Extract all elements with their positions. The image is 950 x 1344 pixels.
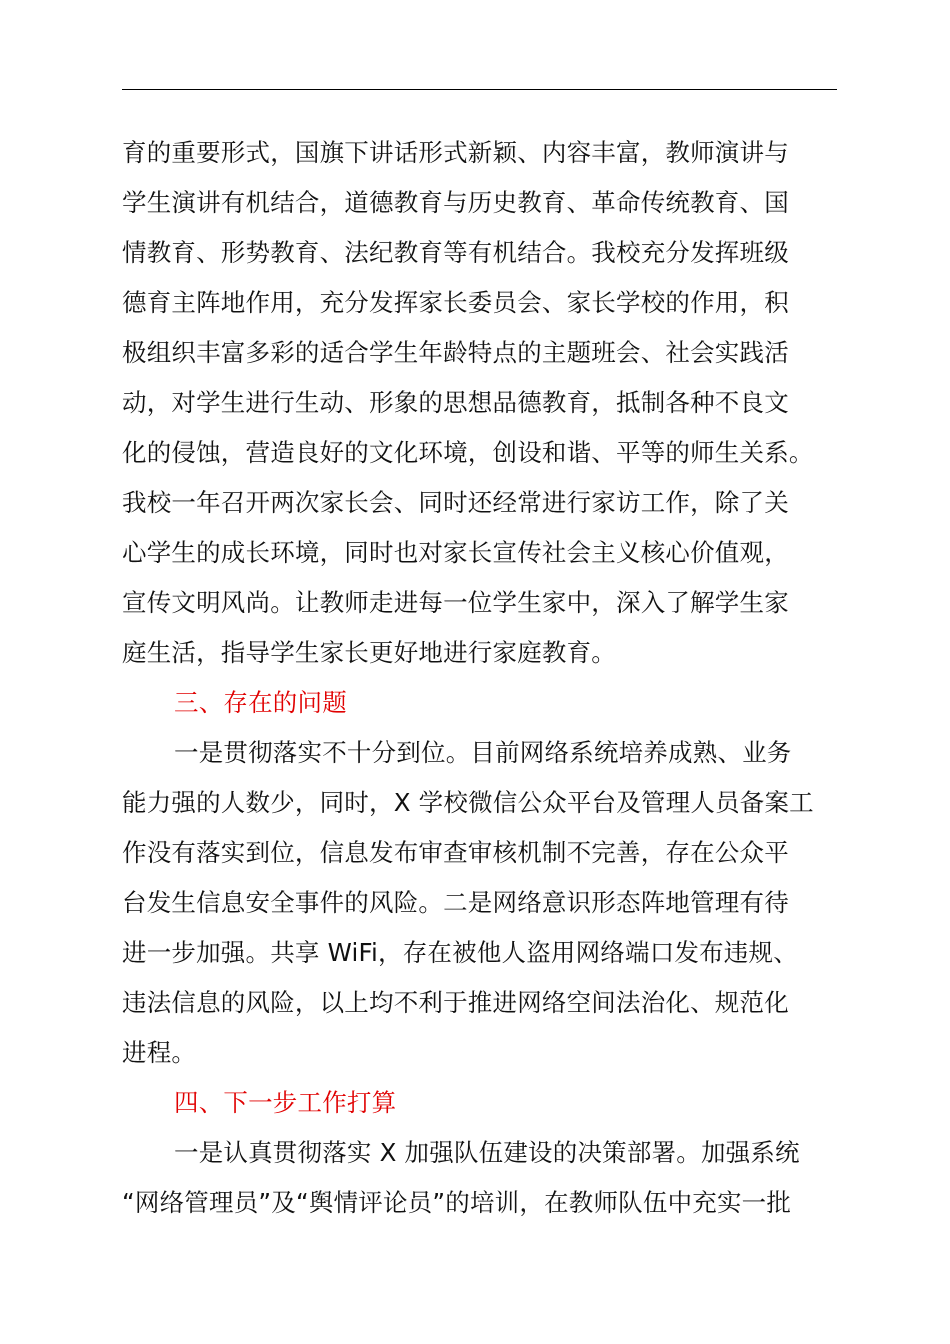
body-text <box>122 128 852 1228</box>
text-line: 心学生的成长环境，同时也对家长宣传社会主义核心价值观， <box>122 538 789 567</box>
text-line: 德育主阵地作用，充分发挥家长委员会、家长学校的作用，积 <box>122 288 789 317</box>
text-line: 育的重要形式，国旗下讲话形式新颖、内容丰富，教师演讲与 <box>122 138 789 167</box>
text-line: 庭生活，指导学生家长更好地进行家庭教育。 <box>122 638 616 667</box>
section-heading: 四、下一步工作打算 <box>174 1088 397 1117</box>
text-line: 一是贯彻落实不十分到位。目前网络系统培养成熟、业务 <box>174 738 792 767</box>
text-line: 进一步加强。共享 WiFi，存在被他人盗用网络端口发布违规、 <box>122 938 798 967</box>
text-line: 情教育、形势教育、法纪教育等有机结合。我校充分发挥班级 <box>122 238 789 267</box>
text-line: 我校一年召开两次家长会、同时还经常进行家访工作，除了关 <box>122 488 789 517</box>
text-line: 违法信息的风险，以上均不利于推进网络空间法治化、规范化 <box>122 988 789 1017</box>
text-line: 极组织丰富多彩的适合学生年龄特点的主题班会、社会实践活 <box>122 338 789 367</box>
text-line: 宣传文明风尚。让教师走进每一位学生家中，深入了解学生家 <box>122 588 789 617</box>
text-line: 作没有落实到位，信息发布审查审核机制不完善，存在公众平 <box>122 838 789 867</box>
text-line: 学生演讲有机结合，道德教育与历史教育、革命传统教育、国 <box>122 188 789 217</box>
text-line: 化的侵蚀，营造良好的文化环境，创设和谐、平等的师生关系。 <box>122 438 814 467</box>
header-rule <box>122 89 837 90</box>
text-line: 进程。 <box>122 1038 197 1067</box>
text-line: 一是认真贯彻落实 X 加强队伍建设的决策部署。加强系统 <box>174 1138 800 1167</box>
text-line: 台发生信息安全事件的风险。二是网络意识形态阵地管理有待 <box>122 888 789 917</box>
text-line: 能力强的人数少，同时，X 学校微信公众平台及管理人员备案工 <box>122 788 814 817</box>
text-line: “网络管理员”及“舆情评论员”的培训，在教师队伍中充实一批 <box>122 1188 792 1217</box>
section-heading: 三、存在的问题 <box>174 688 347 717</box>
text-line: 动，对学生进行生动、形象的思想品德教育，抵制各种不良文 <box>122 388 789 417</box>
